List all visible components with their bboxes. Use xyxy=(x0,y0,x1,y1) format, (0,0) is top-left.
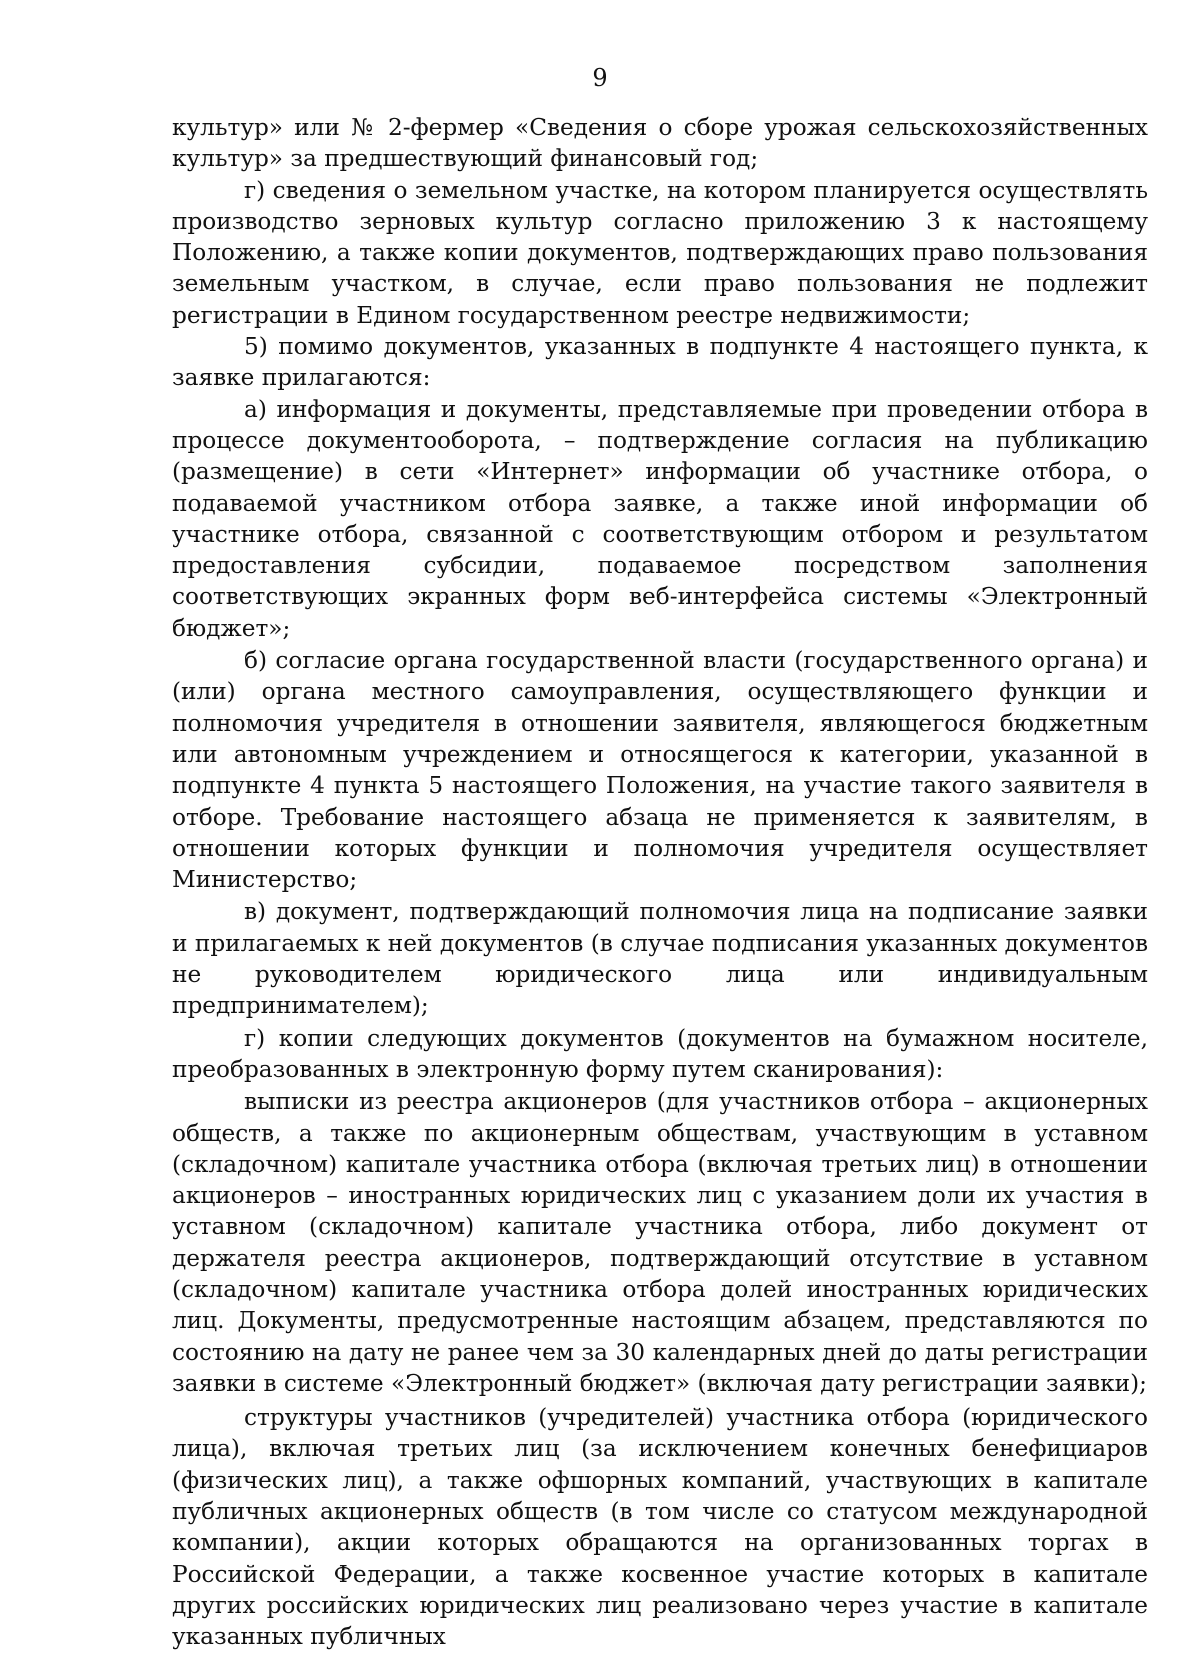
paragraph-item-a-publication-consent: а) информация и документы, представляемые при проведении отбора в процессе документооборота, – подтверждение согласия на публикацию (размещение) в сети «Интернет» информации об участнике отбора, о подаваемой участником отбора заявке, а также иной информации об участнике отбора, связанной с соответствующим отбором и результатом предоставления субсидии, подаваемое посредством заполнения соответствующих экранных форм веб-интерфейса системы «Электронный бюджет»; xyxy=(172,395,1148,642)
paragraph-item-g-land-plot: г) сведения о земельном участке, на котором планируется осуществлять производство зерновых культур согласно приложению 3 к настоящему Положению, а также копии документов, подтверждающих право пользования земельным участком, в случае, если право пользования не подлежит регистрации в Едином государственном реестре недвижимости; xyxy=(172,176,1148,329)
document-body xyxy=(172,112,1148,1653)
paragraph-item-5-attachments: 5) помимо документов, указанных в подпункте 4 настоящего пункта, к заявке прилагаются: xyxy=(172,333,1148,392)
paragraph-continuation: культур» или № 2-фермер «Сведения о сборе урожая сельскохозяйственных культур» за предшествующий финансовый год; xyxy=(172,114,1148,173)
paragraph-item-v-authority-document: в) документ, подтверждающий полномочия лица на подписание заявки и прилагаемых к ней документов (в случае подписания указанных документов не руководителем юридического лица или индивидуальным предпринимателем); xyxy=(172,898,1148,1020)
paragraph-item-b-founder-consent: б) согласие органа государственной власти (государственного органа) и (или) органа местного самоуправления, осуществляющего функции и полномочия учредителя в отношении заявителя, являющегося бюджетным или автономным учреждением и относящегося к категории, указанной в подпункте 4 пункта 5 настоящего Положения, на участие такого заявителя в отборе. Требование настоящего абзаца не применяется к заявителям, в отношении которых функции и полномочия учредителя осуществляет Министерство; xyxy=(172,647,1148,894)
paragraph-shareholder-register-extracts: выписки из реестра акционеров (для участников отбора – акционерных обществ, а также по акционерным обществам, участвующим в уставном (складочном) капитале участника отбора (включая третьих лиц) в отношении акционеров – иностранных юридических лиц с указанием доли их участия в уставном (складочном) капитале участника отбора, либо документ от держателя реестра акционеров, подтверждающий отсутствие в уставном (складочном) капитале участника отбора долей иностранных юридических лиц. Документы, предусмотренные настоящим абзацем, представляются по состоянию на дату не ранее чем за 30 календарных дней до даты регистрации заявки в системе «Электронный бюджет» (включая дату регистрации заявки); xyxy=(172,1088,1148,1397)
paragraph-participant-structure: структуры участников (учредителей) участника отбора (юридического лица), включая третьих лиц (за исключением конечных бенефициаров (физических лиц), а также офшорных компаний, участвующих в капитале публичных акционерных обществ (в том числе со статусом международной компании), акции которых обращаются на организованных торгах в Российской Федерации, а также косвенное участие которых в капитале других российских юридических лиц реализовано через участие в капитале указанных публичных xyxy=(172,1404,1148,1651)
paragraph-item-g-document-copies: г) копии следующих документов (документов на бумажном носителе, преобразованных в электронную форму путем сканирования): xyxy=(172,1024,1148,1083)
page-number: 9 xyxy=(592,64,608,92)
